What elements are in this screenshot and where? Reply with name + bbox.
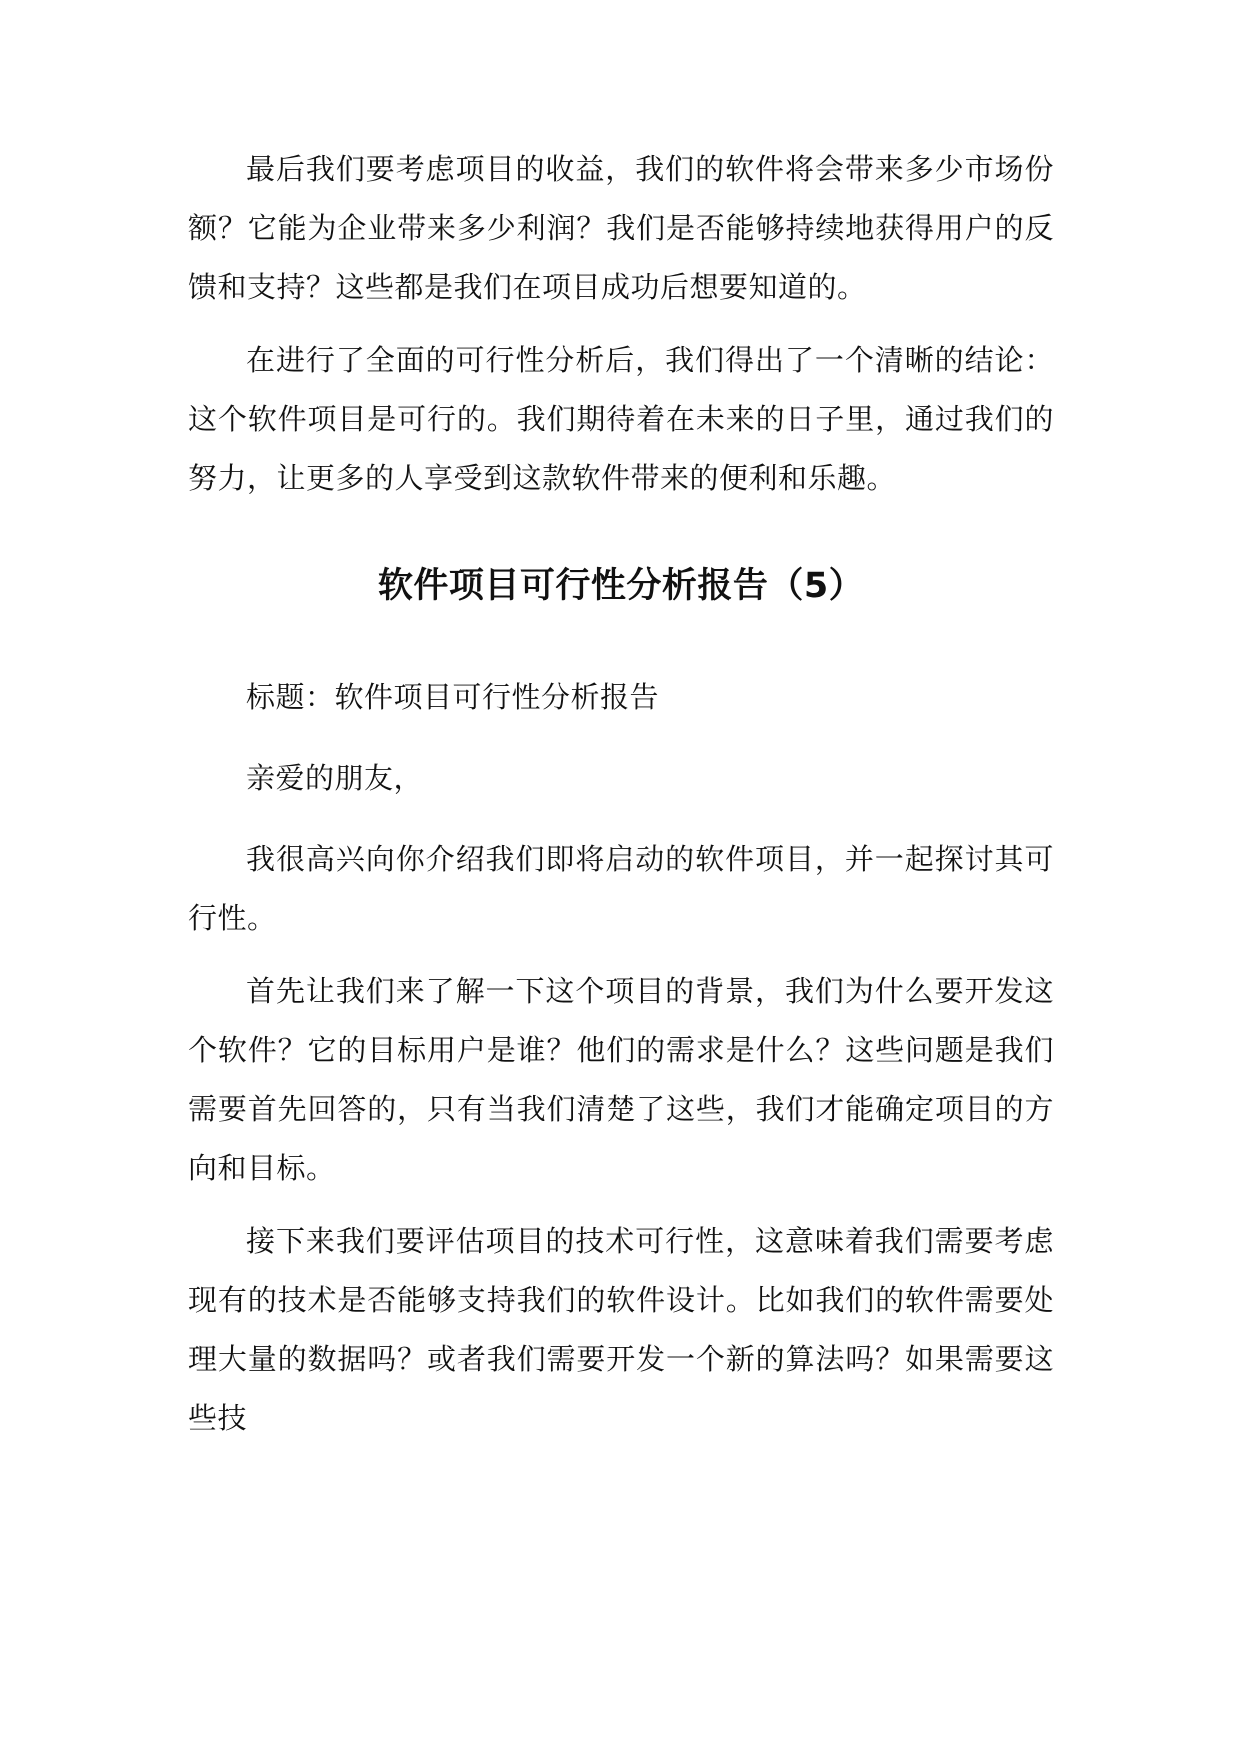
- paragraph-technical-feasibility: 接下来我们要评估项目的技术可行性，这意味着我们需要考虑现有的技术是否能够支持我们的软件设计。比如我们的软件需要处理大量的数据吗？或者我们需要开发一个新的算法吗？如果需要这些技: [188, 1224, 1054, 1435]
- paragraph-background: 首先让我们来了解一下这个项目的背景，我们为什么要开发这个软件？它的目标用户是谁？他们的需求是什么？这些问题是我们需要首先回答的，只有当我们清楚了这些，我们才能确定项目的方向和目标。: [188, 974, 1054, 1185]
- paragraph-greeting: 亲爱的朋友，: [246, 761, 424, 795]
- paragraph-introduction: 我很高兴向你介绍我们即将启动的软件项目，并一起探讨其可行性。: [188, 842, 1054, 935]
- page-content: [188, 140, 1054, 1462]
- paragraph-subject: 标题：软件项目可行性分析报告: [246, 680, 660, 714]
- section-title: 软件项目可行性分析报告（5）: [377, 566, 865, 606]
- paragraph-revenue: 最后我们要考虑项目的收益，我们的软件将会带来多少市场份额？它能为企业带来多少利润？我们是否能够持续地获得用户的反馈和支持？这些都是我们在项目成功后想要知道的。: [188, 152, 1054, 304]
- paragraph-conclusion: 在进行了全面的可行性分析后，我们得出了一个清晰的结论：这个软件项目是可行的。我们期待着在未来的日子里，通过我们的努力，让更多的人享受到这款软件带来的便利和乐趣。: [188, 343, 1054, 495]
